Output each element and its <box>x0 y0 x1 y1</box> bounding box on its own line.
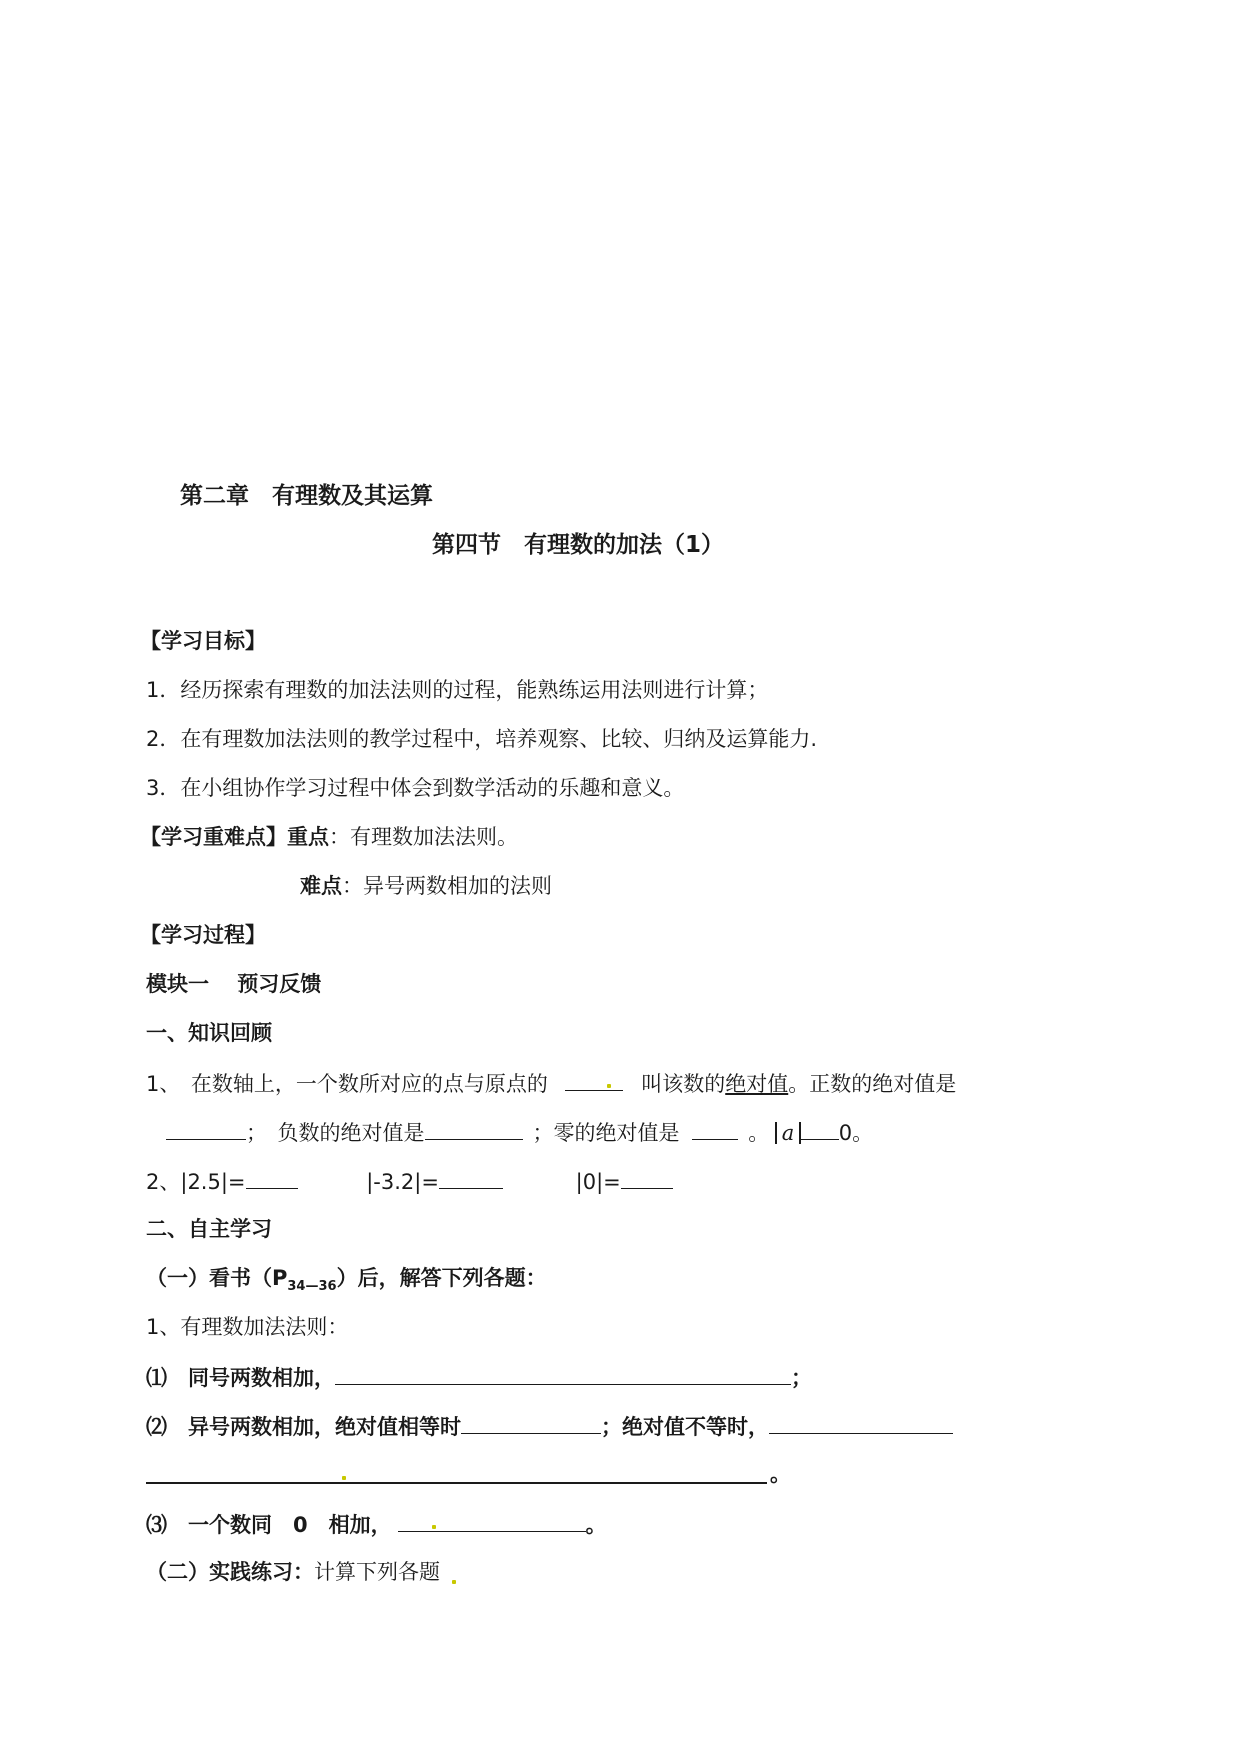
q1-prefix: 1、 在数轴上，一个数所对应的点与原点的 <box>146 1072 548 1096</box>
focus-text: ：有理数加法法则。 <box>329 825 518 849</box>
variable-a: a <box>781 1121 795 1145</box>
q2-blank-b[interactable] <box>439 1166 503 1189</box>
q2-label: 2、 <box>146 1170 181 1194</box>
rule-2-mid: ；绝对值不等时， <box>601 1415 769 1439</box>
rule-2-dot-mark <box>342 1476 346 1480</box>
section-title: 第四节 有理数的加法（1） <box>432 532 725 558</box>
rule-2-text: ⑵ 异号两数相加，绝对值相等时 <box>146 1415 461 1439</box>
self-study-heading: 二、自主学习 <box>146 1217 272 1241</box>
review-q1-line2 <box>166 1117 873 1147</box>
q2-expr-b: |-3.2|= <box>366 1170 439 1194</box>
q2-blank-a[interactable] <box>246 1166 298 1189</box>
rule-2-blank-unequal[interactable] <box>769 1411 953 1434</box>
difficulty-text: ：异号两数相加的法则 <box>342 874 552 898</box>
q1-blank-negative[interactable] <box>425 1117 523 1140</box>
review-q1-line1 <box>146 1068 956 1098</box>
q1-blank-distance[interactable] <box>565 1068 623 1091</box>
review-q2 <box>146 1166 673 1196</box>
rule-3-dot-mark <box>432 1525 436 1529</box>
q1-neg-label: ； 负数的绝对值是 <box>246 1121 425 1145</box>
key-points-line <box>140 823 518 851</box>
objectives-heading: 【学习目标】 <box>140 629 266 653</box>
q1-dot-mark <box>607 1084 611 1088</box>
q1-zero-value: 0。 <box>838 1121 874 1145</box>
difficulty-line <box>300 872 552 900</box>
key-points-heading: 【学习重难点】 <box>140 825 287 849</box>
q2-expr-c: |0|= <box>575 1170 621 1194</box>
rule-1-text: ⑴ 同号两数相加， <box>146 1366 335 1390</box>
sub1-suffix: ）后，解答下列各题： <box>336 1266 547 1290</box>
objective-3: 3．在小组协作学习过程中体会到数学活动的乐趣和意义。 <box>146 776 685 800</box>
rule-1-blank[interactable] <box>335 1362 791 1385</box>
q1-zero-label: ；零的绝对值是 <box>532 1121 680 1145</box>
rule-title: 1、有理数加法法则： <box>146 1315 349 1339</box>
practice-text: 计算下列各题 <box>314 1560 440 1584</box>
rule-3 <box>146 1509 607 1539</box>
rule-3-blank[interactable] <box>398 1509 586 1532</box>
difficulty-label: 难点 <box>300 874 342 898</box>
practice-label: （二）实践练习： <box>146 1560 314 1584</box>
q1-tail: 。正数的绝对值是 <box>788 1072 957 1096</box>
practice-dot-mark <box>452 1580 456 1584</box>
practice-line <box>146 1558 456 1586</box>
objective-2: 2．在有理数加法法则的教学过程中，培养观察、比较、归纳及运算能力. <box>146 727 818 751</box>
sub1-prefix: （一）看书（P <box>146 1266 288 1290</box>
q1-blank-positive[interactable] <box>166 1117 246 1140</box>
rule-2-blank-equal[interactable] <box>461 1411 601 1434</box>
review-heading: 一、知识回顾 <box>146 1021 272 1045</box>
rule-2 <box>146 1411 953 1441</box>
abs-bar-left <box>775 1122 777 1144</box>
q1-end: 。 <box>748 1121 770 1145</box>
q1-blank-zero[interactable] <box>692 1117 738 1140</box>
rule-3-end: 。 <box>585 1513 607 1537</box>
q2-expr-a: |2.5|= <box>180 1170 246 1194</box>
rule-1-end: ； <box>791 1366 812 1390</box>
sub1-pages: 34—36 <box>287 1279 337 1295</box>
process-heading: 【学习过程】 <box>140 923 266 947</box>
module-1-heading: 模块一 预习反馈 <box>146 972 322 996</box>
rule-1 <box>146 1362 812 1392</box>
rule-2-end: 。 <box>770 1462 791 1486</box>
q1-middle: 叫该数的 <box>641 1072 726 1096</box>
q1-blank-compare[interactable] <box>801 1117 839 1140</box>
rule-2-continuation-line[interactable] <box>146 1482 767 1484</box>
objective-1: 1．经历探索有理数的加法法则的过程，能熟练运用法则进行计算； <box>146 678 769 702</box>
chapter-title: 第二章 有理数及其运算 <box>180 483 433 509</box>
rule-3-text: ⑶ 一个数同 0 相加， <box>146 1513 392 1537</box>
q1-abs-term: 绝对值 <box>725 1072 789 1096</box>
q2-blank-c[interactable] <box>621 1166 673 1189</box>
focus-label: 重点 <box>287 825 329 849</box>
self-study-sub1 <box>146 1264 547 1301</box>
